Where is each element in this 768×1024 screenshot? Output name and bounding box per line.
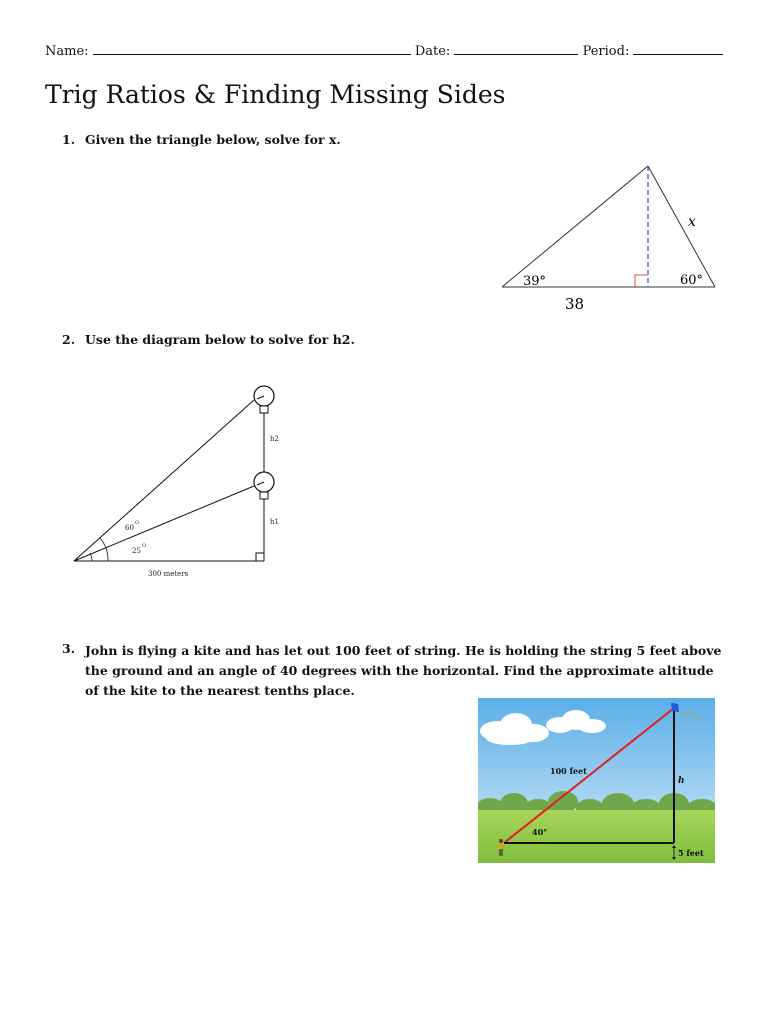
upper-sight-line	[74, 400, 254, 561]
period-label: Period:	[582, 44, 630, 59]
student-info-row	[45, 42, 723, 59]
question-number: 3.	[62, 641, 76, 656]
kite-icon	[671, 703, 679, 712]
angle-arc-inner	[90, 553, 92, 561]
triangle-right-side	[648, 166, 715, 287]
h2-label: h2	[270, 435, 279, 443]
h1-label: h1	[270, 518, 279, 526]
question-number: 2.	[62, 332, 76, 347]
question-number: 1.	[62, 132, 76, 147]
base-length-label: 38	[565, 295, 585, 313]
name-blank[interactable]	[93, 42, 411, 55]
question-3-number	[62, 641, 82, 659]
period-blank[interactable]	[633, 42, 723, 55]
base-distance-label: 300 meters	[148, 570, 189, 578]
right-angle-mark	[635, 275, 648, 287]
angle-39-label: 39°	[523, 274, 547, 289]
five-feet-label: 5 feet	[678, 848, 704, 858]
angle-40-label: 40°	[532, 827, 548, 837]
page-title: Trig Ratios & Finding Missing Sides	[45, 80, 506, 109]
kite-scene	[478, 698, 715, 863]
balloon-diagram	[70, 378, 280, 583]
lower-sight-line	[74, 486, 254, 561]
date-blank[interactable]	[454, 42, 578, 55]
question-text: Given the triangle below, solve for x.	[85, 132, 341, 147]
right-angle-mark	[256, 553, 264, 561]
triangle-left-side	[502, 166, 648, 287]
question-2	[62, 332, 562, 350]
upper-basket	[260, 406, 268, 413]
degree-mark-upper: O	[135, 520, 140, 526]
question-text: Use the diagram below to solve for h2.	[85, 332, 355, 347]
lower-basket	[260, 492, 268, 499]
question-3-text: John is flying a kite and has let out 100 feet of string. He is holding the string 5 feet above the ground and an angle of 40 degrees with the horizontal. Find the approximate altitude of the kite to the nearest tenths place.	[85, 643, 722, 698]
side-x-label: x	[688, 214, 696, 230]
name-label: Name:	[45, 44, 89, 59]
height-h-label: h	[678, 776, 685, 786]
degree-mark-lower: O	[142, 543, 147, 549]
string-length-label: 100 feet	[550, 766, 587, 776]
triangle-figure	[495, 158, 725, 318]
angle-60-label: 60	[125, 524, 134, 532]
angle-25-label: 25	[132, 547, 141, 555]
angle-60-label: 60°	[680, 273, 704, 288]
question-1	[62, 132, 562, 150]
date-label: Date:	[414, 44, 451, 59]
